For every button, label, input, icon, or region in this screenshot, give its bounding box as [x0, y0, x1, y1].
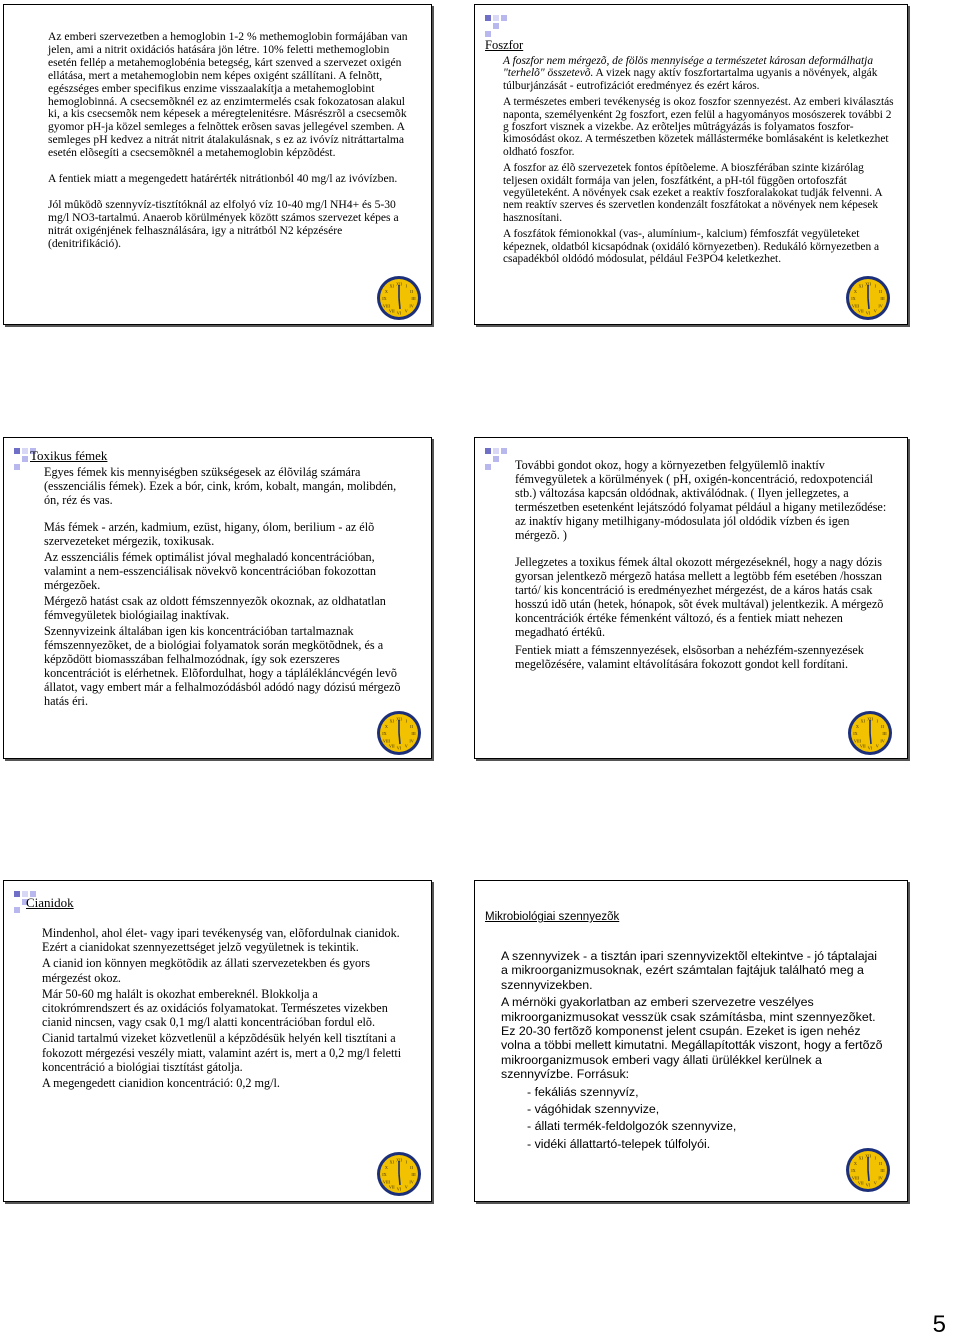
clock-numeral: VIII — [382, 1179, 391, 1185]
clock-icon — [847, 710, 893, 756]
clock-numeral: VII — [388, 743, 395, 749]
slide-toxikus-femek — [3, 437, 432, 759]
paragraph: Fentiek miatt a fémszennyezések, elsõsorban a nehézfém-szennyezések megelõzésére, valamint eltávolítására fokozott gondot kell fordítani. — [515, 643, 864, 671]
intro-italic: A foszfor nem mérgezõ, de fölös mennyisége a természetet károsan deformálhatja "terhelõ" összetevõ. — [503, 55, 874, 80]
clock-numeral: XII — [396, 1157, 402, 1163]
slide-title: Cianidok — [26, 895, 74, 910]
clock-numeral: I — [876, 718, 878, 724]
clock-numeral: III — [411, 731, 416, 736]
clock-numeral: I — [874, 283, 876, 289]
clock-numeral: XI — [389, 283, 394, 289]
paragraph: Szennyvizeink általában igen kis koncentrációban tartalmaznak fémszennyezõket, de a biológiai folyamatok során megkötõdnek, és a képzõdött biomasszában felhalmozódnak, így sok ezerszeres koncentrációt is elérhetnek. Elõfordulhat, hogy a táplálékláncvégén levõ állatot, vagy embert már a felhalmozódásból adódó nagy dózisú mérgezõ hatás éri. — [44, 624, 401, 708]
slide-body — [501, 949, 887, 1151]
slide-title: Foszfor — [485, 38, 524, 52]
slide-higany — [474, 437, 908, 759]
paragraph: Az esszenciális fémek optimálist jóval meghaladó koncentrációban, valamint a nem-esszenciálisak növekvõ koncentrációban fokozottan mérgezõek. — [44, 550, 376, 592]
clock-numeral: IX — [382, 296, 387, 301]
list-item: - fekáliás szennyvíz, — [527, 1084, 639, 1099]
paragraph: A szennyvizek - a tisztán ipari szennyvizektõl eltekintve - jó táptalajai a mikroorganizmusoknak, ezért számtalan fajtájuk található meg a szennyvizekben. — [501, 949, 878, 992]
clock-face — [376, 710, 422, 756]
clock-numeral: IV — [409, 303, 414, 309]
clock-numeral: V — [404, 1184, 408, 1190]
clock-numeral: VI — [865, 1182, 871, 1188]
paragraph: Más fémek - arzén, kadmium, ezüst, higany, ólom, berilium - az élõ szervezeteket mérgezik, toxikusak. — [44, 520, 375, 548]
clock-numeral: X — [384, 1164, 388, 1170]
clock-numeral: X — [855, 723, 859, 729]
clock-icon — [376, 1151, 422, 1197]
clock-numeral: XII — [396, 716, 402, 722]
clock-numeral: VIII — [382, 303, 391, 309]
paragraph: Mérgezõ hatást csak az oldott fémszennyezõk okoznak, az oldhatatlan fémvegyületek biológiailag inaktívak. — [44, 594, 386, 622]
clock-numeral: I — [405, 283, 407, 289]
clock-numeral: VIII — [851, 1175, 860, 1181]
checker-decoration-icon — [485, 448, 507, 470]
clock-numeral: X — [853, 288, 857, 294]
clock-numeral: I — [405, 1159, 407, 1165]
clock-numeral: IX — [851, 296, 856, 301]
clock-numeral: III — [411, 1172, 416, 1177]
clock-face — [845, 1147, 891, 1193]
clock-numeral: IV — [409, 738, 414, 744]
clock-numeral: XII — [865, 281, 871, 287]
clock-numeral: IX — [851, 1168, 856, 1173]
paragraph: A mérnöki gyakorlatban az emberi szervezetre veszélyes mikroorganizmusokat vesszük csak számításba, mint szennyezõket. Ez 20-30 fertõzõ komponenst jelent csupán. Ezeket is igen nehéz volna a többi mellett kimutatni. Megállapították viszont, hogy a fertõzõ mikroorganizmusok emberi vagy állati ürülékkel kerülnek a szennyvízbe. Forrásuk: — [501, 995, 883, 1082]
checker-squares — [485, 448, 507, 470]
clock-numeral: V — [404, 743, 408, 749]
clock-numeral: II — [410, 288, 413, 294]
clock-numeral: IV — [880, 738, 885, 744]
clock-numeral: XI — [858, 283, 863, 289]
paragraph: A foszfor az élõ szervezetek fontos építõeleme. A bioszférában szinte kizárólag teljesen oxidált formája van jelen, foszfátként, a pH-tól függõen ortofoszfát vegyületeként. A növények csak ezeket a reaktív foszforalakokat tudják felvenni. A nem reaktív szerves és szervetlen kondenzált foszfátokat a növények nem képesek hasznosítani. — [503, 162, 882, 224]
clock-numeral: VIII — [382, 738, 391, 744]
clock-numeral: VI — [867, 745, 873, 751]
paragraph: Már 50-60 mg halált is okozhat embereknél. Blokkolja a citokrómrendszert és az oxidációs folyamatokat. Természetes vizekben cianid nincsen, vagy csak 0,1 mg/l alatti koncentrációban fordul elõ. — [42, 986, 388, 1030]
paragraph: További gondot okoz, hogy a környezetben felgyülemlõ inaktív fémvegyületek a körülmények ( pH, oxigén-koncentráció, redoxpotenciál stb.) változása kapcsán oldódnak, aktiválódnak. ( Ilyen jellegzetes, a természetben esetenként lejátszódó folyamat például a higany metileződése: az inaktív higany metilhigany-módosulata jól oldódik vízben és igen mérgezõ. ) — [515, 458, 887, 542]
clock-numeral: IV — [878, 1175, 883, 1181]
clock-icon — [845, 1147, 891, 1193]
intro-rest: A vizek nagy aktív foszfortartalma ugyanis a növények, algák túlburjánzását - eutrofizációt eredményez és ezért káros. — [503, 67, 878, 92]
clock-numeral: III — [880, 1168, 885, 1173]
clock-numeral: V — [875, 743, 879, 749]
paragraph: Jól mûködõ szennyvíz-tisztítóknál az elfolyó víz 10-40 mg/l NH4+ és 5-30 mg/l NO3-tartalmú. Anaerob körülmények között számos szervezet képes a nitrát oxigénjének felhasználására, igy a nitrátból N2 képzésére (denitrifikáció). — [48, 197, 399, 250]
clock-numeral: V — [404, 308, 408, 314]
checker-decoration-icon — [485, 15, 507, 37]
clock-numeral: I — [405, 718, 407, 724]
clock-face — [845, 275, 891, 321]
slide-methemoglobin — [3, 4, 432, 325]
paragraph: A foszfátok fémionokkal (vas-, alumínium-, kalcium) fémfoszfát vegyületeket képeznek, oldatból kicsapódnak (oxidáló környezetben). Redukáló környezetben a csapadékból oldódó módosulat, például Fe3PO4 keletkezhet. — [503, 228, 880, 266]
clock-numeral: I — [874, 1155, 876, 1161]
clock-numeral: VIII — [853, 738, 862, 744]
slide-body — [503, 55, 895, 266]
slide-foszfor — [474, 4, 908, 325]
clock-numeral: IX — [382, 1172, 387, 1177]
paragraph: A cianid ion könnyen megkötõdik az állati szervezetekben és gyors mérgezést okoz. — [42, 956, 370, 985]
clock-icon — [376, 710, 422, 756]
clock-numeral: II — [881, 723, 884, 729]
clock-numeral: VI — [396, 310, 402, 316]
clock-numeral: III — [411, 296, 416, 301]
clock-numeral: II — [410, 1164, 413, 1170]
paragraph: Mindenhol, ahol élet- vagy ipari tevékenység van, elõfordulnak cianidok. Ezért a cianidokat szennyezettséget jelzõ vegyületnek is tekintik. — [42, 926, 400, 955]
paragraph: Az emberi szervezetben a hemoglobin 1-2 % methemoglobin formájában van jelen, ami a nitrit oxidációs hatására jön létre. 10% feletti methemoglobin esetén fellép a metahemoglobénia betegség, kárt szenved a szervezet oxigén ellátása, mert a metahemoglobin nem képes oxigént szállítani. A felnõtt, egészséges ember specifikus enzime visszaalakítja a metahemoglobint hemoglobinná. A csecsemõknél ez az enzimtermelés csak fokozatosan alakul ki, a kis csecsemõk nem képesek a méregtelenitésre. Másrészrõl a csecsemõk gyomor pH-ja közel semleges a felnõttek erõsen savas jellegével szemben. A semleges pH kedvez a nitrát nitrit átalakulásnak, s ez az ivóvíz nitráttartalma esetén elõsegíti a csecsemõknél a metahemoglobin képzõdést. — [48, 30, 408, 160]
clock-numeral: IX — [382, 731, 387, 736]
paragraph: A természetes emberi tevékenység is okoz foszfor szennyezést. Az emberi kiválasztás naponta, személyenként 2g foszfort, ezen felül a hagyományos mosószerek további 2 g foszfort visznek a vizekbe. Az erõteljes mûtrágyázás is folyamatos foszfor-kimosódást okoz. A természetben közetek mállásterméke bomlásaként is keletkezhet oldható foszfor. — [503, 96, 894, 158]
slide-mikrobiologiai — [474, 880, 908, 1202]
clock-numeral: XI — [389, 1159, 394, 1165]
clock-numeral: IV — [409, 1179, 414, 1185]
clock-numeral: VII — [857, 1180, 864, 1186]
clock-numeral: VII — [857, 308, 864, 314]
clock-numeral: V — [873, 1180, 877, 1186]
clock-numeral: II — [879, 1160, 882, 1166]
clock-numeral: XII — [867, 716, 873, 722]
clock-face — [847, 710, 893, 756]
clock-numeral: III — [880, 296, 885, 301]
paragraph: A fentiek miatt a megengedett határérték nitrátionból 40 mg/l az ivóvízben. — [48, 172, 398, 186]
clock-face — [376, 1151, 422, 1197]
slide-cianidok — [3, 880, 432, 1202]
slide-body — [42, 926, 409, 1090]
list-item: - vidéki állattartó-telepek túlfolyói. — [527, 1136, 711, 1151]
paragraph: Egyes fémek kis mennyiségben szükségesek az élõvilág számára (esszenciális fémek). Ezek a bór, cink, króm, kobalt, mangán, molibdén, ón, réz és vas. — [44, 465, 397, 507]
clock-numeral: X — [853, 1160, 857, 1166]
clock-numeral: VI — [396, 745, 402, 751]
clock-numeral: IX — [853, 731, 858, 736]
checker-squares — [485, 15, 507, 37]
clock-numeral: XI — [860, 718, 865, 724]
paragraph: Jellegzetes a toxikus fémek által okozott mérgezéseknél, hogy a nagy dózis gyorsan jelentkezõ mérgezõ hatása mellett a legtöbb fém esetében /hosszan tartó/ kis koncentráció is eredményezhet mérgezést, de a káros hatás csak hosszú idõ után (hetek, hónapok, sõt évek multával) jelentkezik. A mérgezõ koncentrációk értéke fémenként változó, és a fentiek miatt nehezen megadható értékû. — [515, 555, 884, 639]
clock-numeral: VII — [388, 1184, 395, 1190]
clock-numeral: V — [873, 308, 877, 314]
list-item: - vágóhidak szennyvize, — [527, 1102, 660, 1117]
clock-numeral: XI — [389, 718, 394, 724]
clock-numeral: XII — [865, 1153, 871, 1159]
clock-numeral: IV — [878, 303, 883, 309]
clock-numeral: VII — [388, 308, 395, 314]
slide-title: Mikrobiológiai szennyezõk — [485, 911, 620, 923]
clock-numeral: VIII — [851, 303, 860, 309]
list-item: - állati termék-feldolgozók szennyvize, — [527, 1119, 737, 1134]
clock-numeral: X — [384, 723, 388, 729]
clock-numeral: VI — [865, 310, 871, 316]
page-number: 5 — [932, 1311, 946, 1338]
slide-title: Toxikus fémek — [30, 448, 108, 463]
clock-face — [376, 275, 422, 321]
clock-icon — [845, 275, 891, 321]
clock-icon — [376, 275, 422, 321]
clock-numeral: XI — [858, 1155, 863, 1161]
clock-numeral: III — [882, 731, 887, 736]
paragraph — [503, 55, 895, 92]
clock-numeral: VII — [859, 743, 866, 749]
slide-body — [48, 31, 409, 251]
clock-numeral: II — [410, 723, 413, 729]
paragraph: Cianid tartalmú vizeket közvetlenül a képzõdésük helyén kell tisztítani a fokozott mérgezési veszély miatt, valamint azért is, mert a 0,2 mg/l feletti koncentráció a biológiai tisztítást gátolja. — [42, 1031, 402, 1074]
clock-numeral: X — [384, 288, 388, 294]
paragraph: A megengedett cianidion koncentráció: 0,2 mg/l. — [42, 1076, 280, 1091]
clock-numeral: II — [879, 288, 882, 294]
clock-numeral: XII — [396, 281, 402, 287]
slide-body — [515, 458, 887, 671]
clock-numeral: VI — [396, 1186, 402, 1192]
slide-body — [44, 465, 409, 708]
